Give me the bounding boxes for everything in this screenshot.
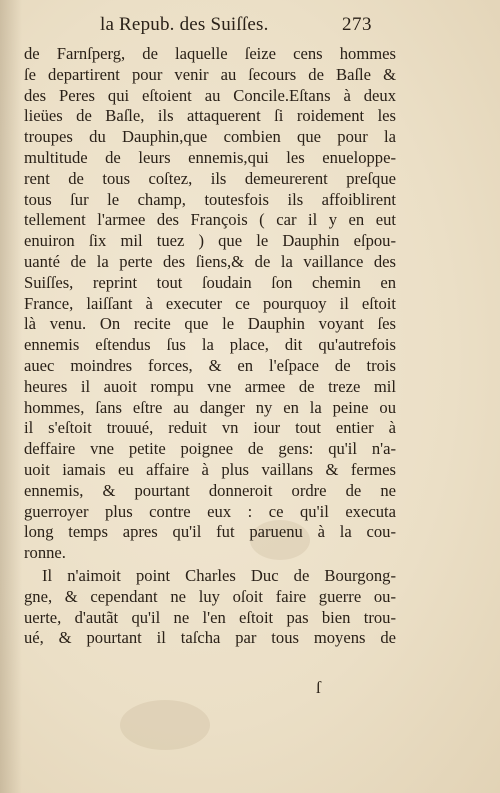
text-line: des Peres qui eſtoient au Concile.Eſtans à deux — [24, 85, 396, 105]
text-line: France, laiſſant à executer ce pourquoy il eſtoit — [24, 293, 396, 313]
text-line: lieües de Baſle, ils attaquerent ſi roidement les — [24, 106, 396, 126]
catchword: ſ — [316, 678, 321, 697]
text-line: rent de tous coſtez, ils demeurerent preſque — [24, 168, 396, 188]
page-number: 273 — [342, 14, 372, 35]
text-line: hommes, ſans eſtre au danger ny en la peine ou — [24, 397, 396, 417]
gutter-shadow — [0, 0, 22, 793]
text-line: ennemis eſtendus ſus la place, dit qu'autrefois — [24, 335, 396, 355]
text-line: Il n'aimoit point Charles Duc de Bourgong- — [42, 565, 396, 585]
main-text — [24, 44, 396, 649]
text-line: heures il auoit rompu vne armee de treze mil — [24, 376, 396, 396]
text-line: guerroyer plus contre eux : ce qu'il executa — [24, 501, 396, 521]
text-line: gne, & cependant ne luy oſoit faire guerre ou- — [24, 586, 396, 606]
text-line: deffaire vne petite poignee de gens: qu'il n'a- — [24, 439, 396, 459]
text-line: tous ſur le champ, toutesfois ils affoiblirent — [24, 189, 396, 209]
running-title: la Repub. des Suiſſes. — [100, 14, 269, 35]
paper-stain — [120, 700, 210, 750]
text-line: il s'eſtoit trouué, reduit vn iour tout entier à — [24, 418, 396, 438]
text-line: ué, & pourtant il taſcha par tous moyens de — [24, 628, 396, 648]
text-line: tellement l'armee des François ( car il y en eut — [24, 210, 396, 230]
text-line: long temps apres qu'il fut paruenu à la cou- — [24, 522, 396, 542]
text-line: de Farnſperg, de laquelle ſeize cens hommes — [24, 44, 396, 63]
text-line: ennemis, & pourtant donneroit ordre de ne — [24, 480, 396, 500]
text-line: troupes du Dauphin,que combien que pour la — [24, 127, 396, 147]
text-line: uanté de la perte des ſiens,& de la vaillance des — [24, 251, 396, 271]
text-line: auec moindres forces, & en l'eſpace de trois — [24, 355, 396, 375]
text-line: uerte, d'autãt qu'il ne l'en eſtoit pas bien trou- — [24, 607, 396, 627]
text-line: là venu. On recite que le Dauphin voyant ſes — [24, 314, 396, 334]
text-line: Suiſſes, reprint tout ſoudain ſon chemin en — [24, 272, 396, 292]
text-line: ronne. — [24, 543, 66, 563]
text-line: ſe departirent pour venir au ſecours de Baſle & — [24, 64, 396, 84]
text-line: multitude de leurs ennemis,qui les enueloppe- — [24, 147, 396, 167]
text-line: uoit iamais eu affaire à plus vaillans & fermes — [24, 459, 396, 479]
text-line: enuiron ſix mil tuez ) que le Dauphin eſpou- — [24, 231, 396, 251]
